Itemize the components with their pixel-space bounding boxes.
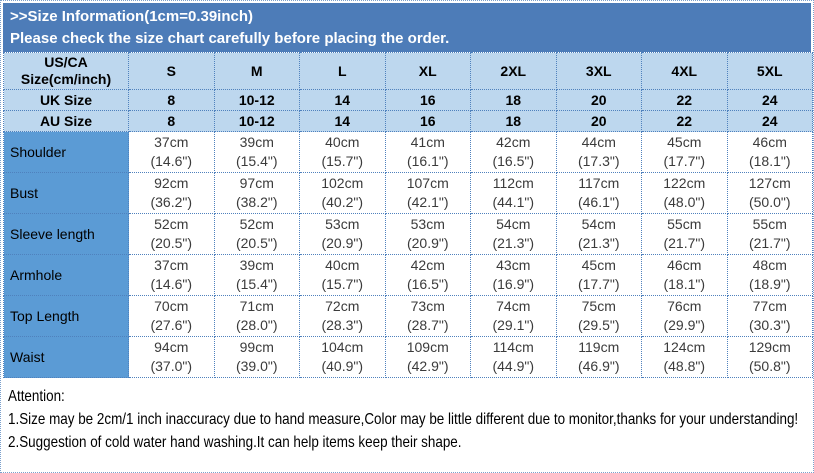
size-info-banner bbox=[3, 3, 811, 52]
measurement-cm-value: 54cm bbox=[496, 216, 531, 232]
measurement-cm-value: 52cm bbox=[154, 216, 189, 232]
measurement-inch-value: (50.8") bbox=[748, 358, 791, 374]
measurement-cm-value: 102cm bbox=[321, 175, 364, 191]
measurement-inch-value: (14.6") bbox=[150, 153, 193, 169]
measurement-cm-value: 73cm bbox=[410, 298, 445, 314]
measurement-row bbox=[4, 337, 813, 378]
measurement-cm-value: 129cm bbox=[748, 339, 791, 355]
size-column-header: 4XL bbox=[642, 53, 728, 90]
measurement-cell bbox=[300, 173, 386, 214]
measurement-cm-value: 97cm bbox=[239, 175, 274, 191]
measurement-cell bbox=[385, 296, 471, 337]
measurement-row bbox=[4, 214, 813, 255]
size-value-cell: 18 bbox=[471, 90, 557, 111]
measurement-cell bbox=[214, 173, 300, 214]
measurement-row bbox=[4, 255, 813, 296]
measurement-cell bbox=[642, 296, 728, 337]
measurement-cell bbox=[385, 337, 471, 378]
measurement-cell bbox=[727, 337, 813, 378]
measurement-cell bbox=[385, 173, 471, 214]
measurement-inch-value: (16.5") bbox=[492, 153, 535, 169]
measurement-cm-value: 99cm bbox=[239, 339, 274, 355]
measurement-inch-value: (17.7") bbox=[663, 153, 706, 169]
measurement-cell bbox=[214, 214, 300, 255]
measurement-inch-value: (29.1") bbox=[492, 317, 535, 333]
measurement-row bbox=[4, 132, 813, 173]
measurement-row bbox=[4, 296, 813, 337]
measurement-cell bbox=[642, 173, 728, 214]
measurement-inch-value: (29.9") bbox=[663, 317, 706, 333]
measurement-inch-value: (17.3") bbox=[577, 153, 620, 169]
measurement-inch-value: (14.6") bbox=[150, 276, 193, 292]
size-value-cell: 20 bbox=[556, 90, 642, 111]
measurement-cell bbox=[385, 255, 471, 296]
measurement-cm-value: 37cm bbox=[154, 134, 189, 150]
size-value-cell: 22 bbox=[642, 111, 728, 132]
measurement-cm-value: 41cm bbox=[410, 134, 445, 150]
measurement-cm-value: 122cm bbox=[663, 175, 706, 191]
measurement-cm-value: 53cm bbox=[325, 216, 360, 232]
measurement-cm-value: 55cm bbox=[667, 216, 702, 232]
measurement-cell bbox=[214, 132, 300, 173]
measurement-cell bbox=[129, 214, 215, 255]
measurement-inch-value: (42.1") bbox=[406, 194, 449, 210]
corner-header-cell bbox=[4, 53, 129, 90]
measurement-cell bbox=[129, 296, 215, 337]
measurement-cm-value: 42cm bbox=[496, 134, 531, 150]
measurement-cm-value: 52cm bbox=[239, 216, 274, 232]
size-column-header: 5XL bbox=[727, 53, 813, 90]
measurement-cell bbox=[471, 214, 557, 255]
measurement-cm-value: 72cm bbox=[325, 298, 360, 314]
measurement-cell bbox=[642, 337, 728, 378]
measurement-inch-value: (46.9") bbox=[577, 358, 620, 374]
measurement-inch-value: (40.9") bbox=[321, 358, 364, 374]
measurement-cm-value: 39cm bbox=[239, 257, 274, 273]
measurement-inch-value: (21.3") bbox=[577, 235, 620, 251]
measurement-cell bbox=[727, 132, 813, 173]
measurement-inch-value: (27.6") bbox=[150, 317, 193, 333]
measurement-cm-value: 77cm bbox=[752, 298, 787, 314]
measurement-label: Bust bbox=[4, 173, 129, 214]
measurement-cell bbox=[129, 337, 215, 378]
measurement-cm-value: 107cm bbox=[406, 175, 449, 191]
attention-section bbox=[3, 378, 811, 473]
size-column-header: 2XL bbox=[471, 53, 557, 90]
measurement-inch-value: (16.1") bbox=[406, 153, 449, 169]
measurement-cell bbox=[300, 132, 386, 173]
measurement-inch-value: (28.3") bbox=[321, 317, 364, 333]
measurement-cell bbox=[727, 214, 813, 255]
size-column-header: 3XL bbox=[556, 53, 642, 90]
measurement-cm-value: 119cm bbox=[578, 339, 620, 355]
measurement-cm-value: 46cm bbox=[752, 134, 787, 150]
measurement-cell bbox=[471, 132, 557, 173]
measurement-label: Shoulder bbox=[4, 132, 129, 173]
measurement-cm-value: 124cm bbox=[663, 339, 706, 355]
measurement-inch-value: (15.4") bbox=[235, 153, 278, 169]
measurement-label: Top Length bbox=[4, 296, 129, 337]
measurement-cell bbox=[214, 296, 300, 337]
size-row-label: UK Size bbox=[4, 90, 129, 111]
size-value-cell: 8 bbox=[129, 111, 215, 132]
measurement-cell bbox=[642, 132, 728, 173]
measurement-label: Sleeve length bbox=[4, 214, 129, 255]
measurement-cell bbox=[300, 296, 386, 337]
measurement-cm-value: 48cm bbox=[752, 257, 787, 273]
measurement-inch-value: (20.5") bbox=[235, 235, 278, 251]
measurement-cell bbox=[385, 214, 471, 255]
measurement-inch-value: (29.5") bbox=[577, 317, 620, 333]
size-row bbox=[4, 111, 813, 132]
measurement-cell bbox=[300, 214, 386, 255]
measurement-cm-value: 54cm bbox=[581, 216, 616, 232]
measurement-inch-value: (18.1") bbox=[748, 153, 791, 169]
measurement-cm-value: 46cm bbox=[667, 257, 702, 273]
measurement-cell bbox=[727, 173, 813, 214]
measurement-inch-value: (48.8") bbox=[663, 358, 706, 374]
measurement-cell bbox=[556, 173, 642, 214]
size-column-header: XL bbox=[385, 53, 471, 90]
measurement-label: Waist bbox=[4, 337, 129, 378]
measurement-inch-value: (15.4") bbox=[235, 276, 278, 292]
measurement-cm-value: 40cm bbox=[325, 134, 360, 150]
measurement-inch-value: (48.0") bbox=[663, 194, 706, 210]
size-value-cell: 24 bbox=[727, 90, 813, 111]
corner-header-line2: Size(cm/inch) bbox=[20, 71, 112, 87]
measurement-cm-value: 75cm bbox=[581, 298, 616, 314]
measurement-cell bbox=[385, 132, 471, 173]
measurement-cell bbox=[642, 214, 728, 255]
measurement-inch-value: (28.0") bbox=[235, 317, 278, 333]
measurement-inch-value: (30.3") bbox=[748, 317, 791, 333]
size-value-cell: 14 bbox=[300, 90, 386, 111]
measurement-inch-value: (39.0") bbox=[235, 358, 278, 374]
measurement-inch-value: (21.3") bbox=[492, 235, 535, 251]
measurement-inch-value: (40.2") bbox=[321, 194, 364, 210]
measurement-cell bbox=[129, 173, 215, 214]
measurement-cm-value: 37cm bbox=[154, 257, 189, 273]
measurement-cell bbox=[556, 214, 642, 255]
corner-header-line1: US/CA bbox=[44, 54, 88, 70]
attention-text bbox=[8, 385, 811, 454]
measurement-cm-value: 39cm bbox=[239, 134, 274, 150]
attention-note-2: 2.Suggestion of cold water hand washing.It can help items keep their shape. bbox=[8, 434, 462, 451]
size-column-header: L bbox=[300, 53, 386, 90]
measurement-cm-value: 45cm bbox=[581, 257, 616, 273]
measurement-cm-value: 44cm bbox=[581, 134, 616, 150]
size-value-cell: 14 bbox=[300, 111, 386, 132]
measurement-cm-value: 45cm bbox=[667, 134, 702, 150]
measurement-cell bbox=[471, 173, 557, 214]
measurement-inch-value: (44.9") bbox=[492, 358, 535, 374]
measurement-inch-value: (42.9") bbox=[406, 358, 449, 374]
measurement-inch-value: (38.2") bbox=[235, 194, 278, 210]
measurement-label: Armhole bbox=[4, 255, 129, 296]
measurement-cm-value: 92cm bbox=[154, 175, 189, 191]
measurement-row bbox=[4, 173, 813, 214]
size-value-cell: 8 bbox=[129, 90, 215, 111]
size-value-cell: 20 bbox=[556, 111, 642, 132]
measurement-cell bbox=[556, 255, 642, 296]
size-table bbox=[3, 52, 813, 378]
measurement-inch-value: (21.7") bbox=[663, 235, 706, 251]
measurement-cell bbox=[471, 296, 557, 337]
measurement-inch-value: (16.9") bbox=[492, 276, 535, 292]
measurement-inch-value: (28.7") bbox=[406, 317, 449, 333]
measurement-cell bbox=[214, 337, 300, 378]
measurement-cm-value: 43cm bbox=[496, 257, 531, 273]
measurement-inch-value: (18.1") bbox=[663, 276, 706, 292]
measurement-inch-value: (20.5") bbox=[150, 235, 193, 251]
size-value-cell: 18 bbox=[471, 111, 557, 132]
measurement-cm-value: 127cm bbox=[748, 175, 791, 191]
measurement-inch-value: (17.7") bbox=[577, 276, 620, 292]
measurement-cm-value: 104cm bbox=[321, 339, 364, 355]
measurement-inch-value: (20.9") bbox=[321, 235, 364, 251]
measurement-inch-value: (15.7") bbox=[321, 276, 364, 292]
size-rows-body bbox=[4, 90, 813, 378]
size-value-cell: 10-12 bbox=[214, 111, 300, 132]
size-row bbox=[4, 90, 813, 111]
measurement-cm-value: 71cm bbox=[239, 298, 274, 314]
measurement-cm-value: 42cm bbox=[410, 257, 445, 273]
banner-title: >>Size Information(1cm=0.39inch) bbox=[10, 8, 253, 25]
size-header-row bbox=[4, 53, 813, 90]
measurement-cell bbox=[129, 255, 215, 296]
measurement-cell bbox=[129, 132, 215, 173]
measurement-cell bbox=[727, 255, 813, 296]
measurement-cm-value: 109cm bbox=[406, 339, 449, 355]
measurement-inch-value: (44.1") bbox=[492, 194, 535, 210]
size-value-cell: 16 bbox=[385, 90, 471, 111]
measurement-inch-value: (16.5") bbox=[406, 276, 449, 292]
measurement-cell bbox=[300, 255, 386, 296]
banner-subtitle: Please check the size chart carefully before placing the order. bbox=[10, 30, 450, 47]
measurement-inch-value: (18.9") bbox=[748, 276, 791, 292]
measurement-inch-value: (15.7") bbox=[321, 153, 364, 169]
measurement-cell bbox=[300, 337, 386, 378]
measurement-cell bbox=[556, 132, 642, 173]
attention-heading: Attention: bbox=[8, 388, 65, 405]
size-column-header: S bbox=[129, 53, 215, 90]
measurement-cell bbox=[556, 296, 642, 337]
measurement-cm-value: 76cm bbox=[667, 298, 702, 314]
measurement-cm-value: 114cm bbox=[492, 339, 534, 355]
measurement-cm-value: 40cm bbox=[325, 257, 360, 273]
measurement-inch-value: (20.9") bbox=[406, 235, 449, 251]
measurement-cm-value: 112cm bbox=[492, 175, 534, 191]
measurement-cell bbox=[727, 296, 813, 337]
measurement-cell bbox=[642, 255, 728, 296]
measurement-cm-value: 55cm bbox=[752, 216, 787, 232]
size-column-header: M bbox=[214, 53, 300, 90]
measurement-cell bbox=[214, 255, 300, 296]
measurement-inch-value: (46.1") bbox=[577, 194, 620, 210]
size-value-cell: 22 bbox=[642, 90, 728, 111]
measurement-cm-value: 117cm bbox=[578, 175, 620, 191]
measurement-inch-value: (36.2") bbox=[150, 194, 193, 210]
size-value-cell: 24 bbox=[727, 111, 813, 132]
measurement-inch-value: (21.7") bbox=[748, 235, 791, 251]
size-value-cell: 10-12 bbox=[214, 90, 300, 111]
measurement-cm-value: 74cm bbox=[496, 298, 531, 314]
size-value-cell: 16 bbox=[385, 111, 471, 132]
measurement-cm-value: 94cm bbox=[154, 339, 189, 355]
measurement-cm-value: 53cm bbox=[410, 216, 445, 232]
measurement-cell bbox=[471, 337, 557, 378]
measurement-inch-value: (37.0") bbox=[150, 358, 193, 374]
measurement-cm-value: 70cm bbox=[154, 298, 189, 314]
measurement-cell bbox=[556, 337, 642, 378]
attention-note-1: 1.Size may be 2cm/1 inch inaccuracy due to hand measure,Color may be little different due to monitor,thanks for your understanding! bbox=[8, 411, 799, 428]
size-row-label: AU Size bbox=[4, 111, 129, 132]
measurement-cell bbox=[471, 255, 557, 296]
measurement-inch-value: (50.0") bbox=[748, 194, 791, 210]
